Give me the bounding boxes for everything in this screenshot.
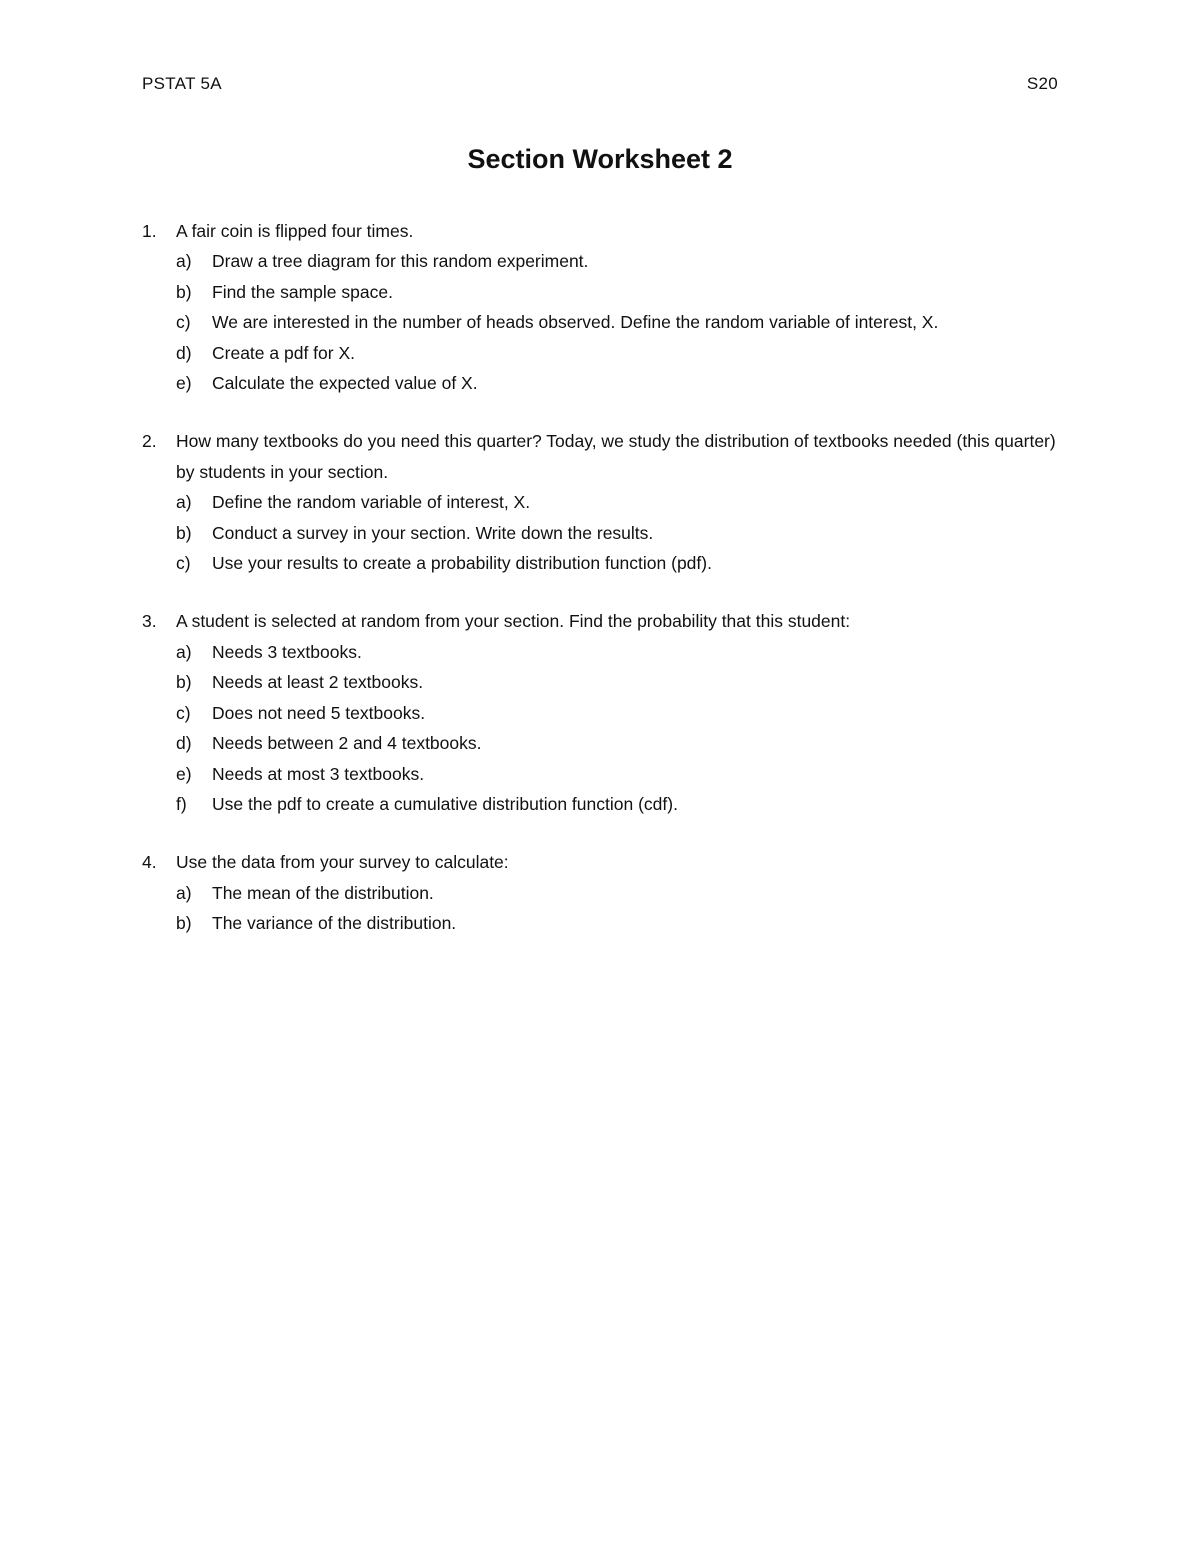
part-letter: c) bbox=[176, 702, 191, 723]
question-number: 3. bbox=[142, 611, 157, 632]
question-text: A fair coin is flipped four times. bbox=[176, 221, 414, 241]
part-letter: c) bbox=[176, 553, 191, 574]
question-text: A student is selected at random from your section. Find the probability that this student: bbox=[176, 611, 851, 632]
part-letter: d) bbox=[176, 733, 192, 754]
part-letter: b) bbox=[176, 913, 192, 934]
question-stem bbox=[142, 847, 1062, 877]
question-list bbox=[142, 216, 1062, 967]
part-text: Use your results to create a probability distribution function (pdf). bbox=[212, 553, 712, 574]
part-text: We are interested in the number of heads observed. Define the random variable of interest, X. bbox=[212, 312, 939, 333]
term-code: S20 bbox=[1026, 74, 1058, 93]
course-code: PSTAT 5A bbox=[142, 74, 222, 93]
question-part bbox=[142, 338, 1062, 368]
question-part bbox=[142, 307, 1062, 337]
question-number: 1. bbox=[142, 221, 157, 241]
part-text: Use the pdf to create a cumulative distribution function (cdf). bbox=[212, 793, 678, 814]
question-part bbox=[142, 667, 1062, 697]
part-letter: a) bbox=[176, 492, 192, 513]
part-text: Needs at least 2 textbooks. bbox=[212, 672, 424, 693]
question-part bbox=[142, 698, 1062, 728]
part-text: Create a pdf for X. bbox=[212, 342, 355, 363]
question-part bbox=[142, 246, 1062, 276]
question-3 bbox=[142, 606, 1062, 819]
part-letter: e) bbox=[176, 763, 192, 784]
part-text: The mean of the distribution. bbox=[212, 882, 434, 903]
question-part bbox=[142, 759, 1062, 789]
question-stem bbox=[142, 606, 1062, 636]
part-letter: b) bbox=[176, 522, 192, 543]
part-text: Draw a tree diagram for this random experiment. bbox=[212, 251, 589, 272]
part-text: Define the random variable of interest, X. bbox=[212, 492, 531, 513]
question-stem bbox=[142, 426, 1062, 487]
part-letter: c) bbox=[176, 312, 191, 333]
part-letter: a) bbox=[176, 882, 192, 903]
question-text: Use the data from your survey to calculate: bbox=[176, 852, 509, 873]
part-text: The variance of the distribution. bbox=[212, 913, 457, 934]
question-part bbox=[142, 637, 1062, 667]
question-part bbox=[142, 728, 1062, 758]
part-text: Needs 3 textbooks. bbox=[212, 641, 362, 662]
question-1 bbox=[142, 216, 1062, 398]
question-part bbox=[142, 908, 1062, 938]
part-text: Needs between 2 and 4 textbooks. bbox=[212, 733, 482, 754]
question-part bbox=[142, 548, 1062, 578]
question-4 bbox=[142, 847, 1062, 938]
question-stem bbox=[142, 216, 1062, 246]
part-text: Needs at most 3 textbooks. bbox=[212, 763, 425, 784]
question-number: 2. bbox=[142, 431, 157, 452]
question-part bbox=[142, 518, 1062, 548]
part-text: Calculate the expected value of X. bbox=[212, 373, 478, 394]
part-text: Conduct a survey in your section. Write down the results. bbox=[212, 522, 654, 543]
part-text: Find the sample space. bbox=[212, 281, 393, 302]
question-2 bbox=[142, 426, 1062, 578]
part-letter: e) bbox=[176, 373, 192, 394]
part-letter: b) bbox=[176, 672, 192, 693]
question-part bbox=[142, 789, 1062, 819]
question-part bbox=[142, 277, 1062, 307]
part-letter: a) bbox=[176, 251, 192, 272]
part-letter: b) bbox=[176, 281, 192, 302]
question-part bbox=[142, 487, 1062, 517]
part-letter: f) bbox=[176, 793, 187, 814]
page-title: Section Worksheet 2 bbox=[467, 144, 733, 174]
part-letter: a) bbox=[176, 641, 192, 662]
question-part bbox=[142, 368, 1062, 398]
part-text: Does not need 5 textbooks. bbox=[212, 702, 426, 723]
question-part bbox=[142, 878, 1062, 908]
question-text: How many textbooks do you need this quarter? Today, we study the distribution of textbooks needed (this quarter) by students in your section. bbox=[176, 431, 1056, 482]
part-letter: d) bbox=[176, 342, 192, 363]
question-number: 4. bbox=[142, 852, 157, 873]
